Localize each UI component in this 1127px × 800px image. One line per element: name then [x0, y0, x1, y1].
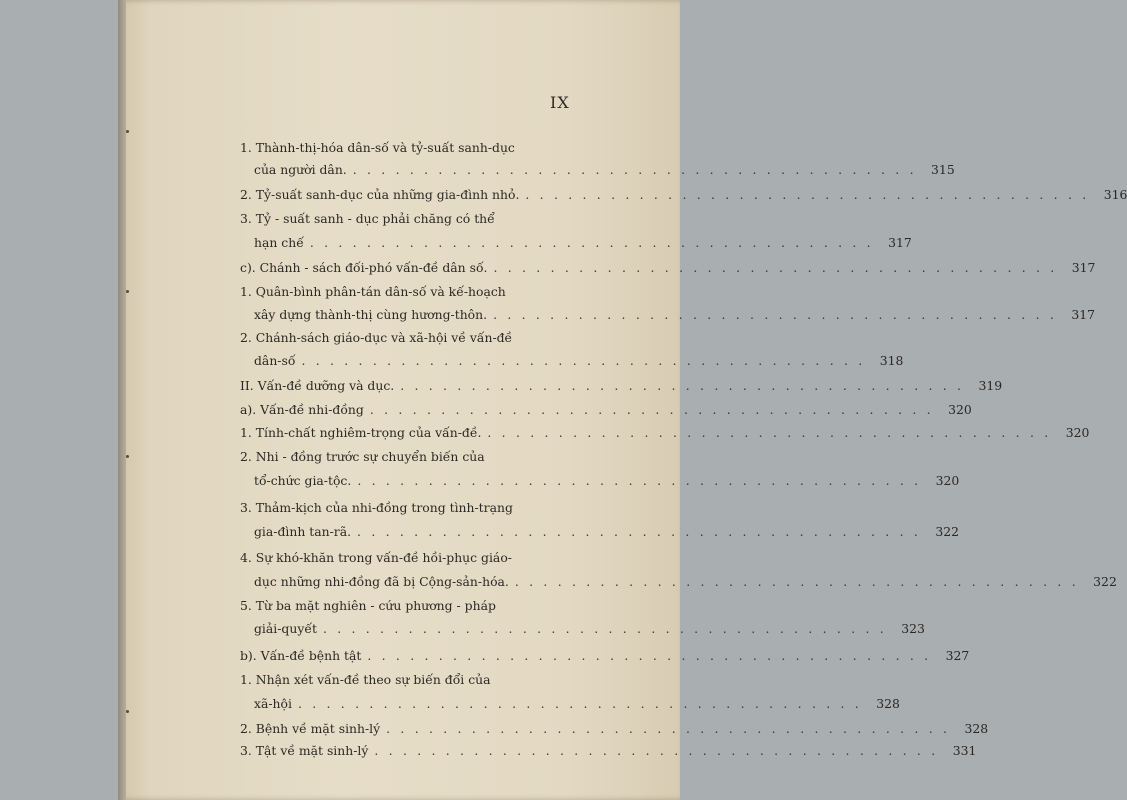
- toc-entry: [240, 449, 692, 469]
- dot-leader: . . . . . . . . . . . . . . . . . . . . . . . . . . . . . . . . . . . . . . . .: [357, 473, 922, 488]
- toc-entry-text: xã-hội: [254, 696, 292, 711]
- toc-entry-text: 2. Nhi - đồng trước sự chuyển biến của: [240, 449, 485, 464]
- toc-page-number: 322: [935, 524, 959, 539]
- toc-entry-text: 2. Chánh-sách giáo-dục và xã-hội về vấn-đề: [240, 330, 513, 345]
- binding-stitch: [126, 455, 129, 458]
- toc-entry: [240, 721, 989, 741]
- toc-entry-text: 1. Quân-bình phân-tán dân-số và kế-hoạch: [240, 284, 506, 299]
- toc-entry: [240, 524, 959, 544]
- toc-entry: [240, 743, 977, 763]
- toc-entry: [240, 672, 692, 692]
- toc-entry-text: dân-số: [254, 353, 296, 368]
- toc-entry: [240, 425, 1090, 445]
- toc-entry: [240, 500, 692, 520]
- dot-leader: . . . . . . . . . . . . . . . . . . . . . . . . . . . . . . . . . . . . . . . .: [297, 696, 862, 711]
- dot-leader: . . . . . . . . . . . . . . . . . . . . . . . . . . . . . . . . . . . . . . . .: [357, 524, 921, 539]
- toc-page-number: 322: [1093, 574, 1117, 589]
- dot-leader: . . . . . . . . . . . . . . . . . . . . . . . . . . . . . . . . . . . . . . . .: [301, 353, 866, 368]
- dot-leader: . . . . . . . . . . . . . . . . . . . . . . . . . . . . . . . . . . . . . . . .: [514, 574, 1079, 589]
- toc-entry: [240, 235, 912, 255]
- toc-entry-text: của người dân.: [254, 162, 347, 177]
- dot-leader: . . . . . . . . . . . . . . . . . . . . . . . . . . . . . . . . . . . . . . . .: [367, 648, 932, 663]
- book-page: [118, 0, 1127, 800]
- dot-leader: . . . . . . . . . . . . . . . . . . . . . . . . . . . . . . . . . . . . . . . .: [352, 162, 917, 177]
- toc-entry: [240, 162, 955, 182]
- page-number: IX: [550, 93, 570, 112]
- toc-entry-text: 2. Bệnh về mặt sinh-lý: [240, 721, 381, 736]
- dot-leader: . . . . . . . . . . . . . . . . . . . . . . . . . . . . . . . . . . . . . . . .: [322, 621, 887, 636]
- toc-entry: [240, 473, 960, 493]
- toc-entry: [240, 140, 692, 160]
- binding-stitch: [126, 710, 129, 713]
- toc-page-number: 320: [948, 402, 972, 417]
- toc-page-number: 320: [1065, 425, 1090, 440]
- toc-entry-text: giải-quyết: [254, 621, 317, 636]
- toc-entry-text: gia-đình tan-rã.: [254, 524, 352, 539]
- dot-leader: . . . . . . . . . . . . . . . . . . . . . . . . . . . . . . . . . . . . . . . .: [369, 402, 934, 417]
- toc-entry-text: dục những nhi-đồng đã bị Cộng-sản-hóa.: [254, 574, 509, 589]
- toc-page-number: 317: [1071, 260, 1096, 275]
- toc-page-number: 327: [945, 648, 970, 663]
- toc-entry: [240, 648, 970, 668]
- toc-entry: [240, 187, 1127, 207]
- toc-entry-text: b). Vấn-đề bệnh tật: [240, 648, 362, 663]
- toc-entry: [240, 402, 972, 422]
- dot-leader: . . . . . . . . . . . . . . . . . . . . . . . . . . . . . . . . . . . . . . . .: [400, 378, 965, 393]
- toc-page-number: 317: [888, 235, 912, 250]
- toc-entry: [240, 598, 692, 618]
- toc-page-number: 323: [901, 621, 925, 636]
- toc-entry-text: 1. Thành-thị-hóa dân-số và tỷ-suất sanh-dục: [240, 140, 515, 155]
- toc-entry: [240, 621, 925, 641]
- toc-page-number: 318: [879, 353, 904, 368]
- toc-entry: [240, 211, 692, 231]
- dot-leader: . . . . . . . . . . . . . . . . . . . . . . . . . . . . . . . . . . . . . . . .: [525, 187, 1090, 202]
- toc-page-number: 316: [1103, 187, 1127, 202]
- toc-page-number: 317: [1071, 307, 1096, 322]
- toc-entry: [240, 284, 692, 304]
- toc-entry-text: 4. Sự khó-khăn trong vấn-đề hồi-phục giáo-: [240, 550, 512, 565]
- toc-page-number: 328: [876, 696, 900, 711]
- dot-leader: . . . . . . . . . . . . . . . . . . . . . . . . . . . . . . . . . . . . . . . .: [374, 743, 939, 758]
- toc-entry: [240, 378, 1003, 398]
- toc-page-number: 331: [952, 743, 977, 758]
- dot-leader: . . . . . . . . . . . . . . . . . . . . . . . . . . . . . . . . . . . . . . . .: [309, 235, 874, 250]
- toc-page-number: 320: [935, 473, 960, 488]
- toc-page-number: 315: [931, 162, 955, 177]
- toc-entry-text: 2. Tỷ-suất sanh-dục của những gia-đình nhỏ.: [240, 187, 520, 202]
- toc-entry-text: II. Vấn-đề dưỡng và dục.: [240, 378, 395, 393]
- toc-entry-text: 1. Tính-chất nghiêm-trọng của vấn-đề.: [240, 425, 482, 440]
- toc-entry-text: 5. Từ ba mặt nghiên - cứu phương - pháp: [240, 598, 496, 613]
- binding-stitch: [126, 130, 129, 133]
- toc-entry: [240, 353, 904, 373]
- dot-leader: . . . . . . . . . . . . . . . . . . . . . . . . . . . . . . . . . . . . . . . .: [493, 260, 1058, 275]
- toc-entry-text: 3. Tật về mặt sinh-lý: [240, 743, 369, 758]
- toc-page-number: 319: [978, 378, 1003, 393]
- book-spine: [118, 0, 126, 800]
- dot-leader: . . . . . . . . . . . . . . . . . . . . . . . . . . . . . . . . . . . . . . . .: [386, 721, 951, 736]
- toc-entry-text: c). Chánh - sách đối-phó vấn-đề dân số.: [240, 260, 488, 275]
- toc-entry-text: hạn chế: [254, 235, 304, 250]
- toc-entry-text: 1. Nhận xét vấn-đề theo sự biến đổi của: [240, 672, 491, 687]
- toc-page-number: 328: [964, 721, 989, 736]
- dot-leader: . . . . . . . . . . . . . . . . . . . . . . . . . . . . . . . . . . . . . . . .: [487, 425, 1052, 440]
- binding-stitch: [126, 290, 129, 293]
- toc-entry: [240, 307, 1096, 327]
- toc-entry: [240, 330, 692, 350]
- toc-entry: [240, 550, 692, 570]
- toc-entry: [240, 260, 1096, 280]
- toc-entry: [240, 696, 900, 716]
- toc-entry-text: tổ-chức gia-tộc.: [254, 473, 352, 488]
- toc-entry-text: xây dựng thành-thị cùng hương-thôn.: [254, 307, 488, 322]
- toc-entry: [240, 574, 1117, 594]
- toc-entry-text: a). Vấn-đề nhi-đồng: [240, 402, 364, 417]
- toc-entry-text: 3. Thảm-kịch của nhi-đồng trong tình-trạng: [240, 500, 513, 515]
- dot-leader: . . . . . . . . . . . . . . . . . . . . . . . . . . . . . . . . . . . . . . . .: [493, 307, 1058, 322]
- toc-entry-text: 3. Tỷ - suất sanh - dục phải chăng có thể: [240, 211, 495, 226]
